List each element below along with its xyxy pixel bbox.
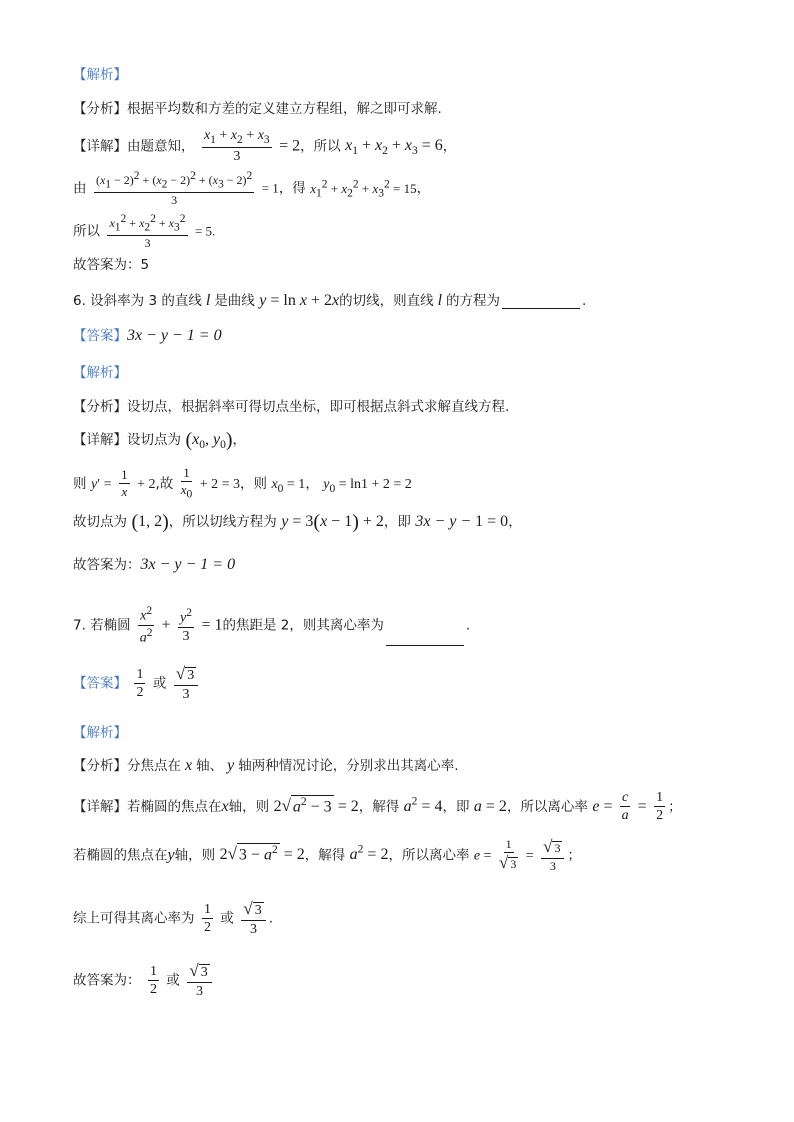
q6-answer-line: 故答案为：3x − y − 1 = 0 xyxy=(73,556,236,573)
q7-answer-line: 故答案为： $\frac{1}{2}$ 或 $\frac{√ 3}{3}$ xyxy=(73,962,215,999)
q6-answer-blank xyxy=(502,294,580,309)
q5-variance-line: 由 $\frac{(x_1 - 2)^2 + (x_2 - 2)^2 + (x_3 - 2)^2}{3}$ = 1，得 $x_1^2 + x_2^2 + x_3^2 = 15$， xyxy=(73,170,431,208)
q6-answer: 【答案】3x − y − 1 = 0 xyxy=(73,327,222,344)
q6-xiangjie-line: 【详解】设切点为 ($x_0$, $y_0$)， xyxy=(73,429,247,452)
q7-answer-blank xyxy=(386,631,464,646)
q6-stem: 6. 设斜率为 3 的直线 l 是曲线 y = ln x + 2x的切线，则直线 l 的方程为 . xyxy=(73,292,587,309)
q6-jiexi-tag: 【解析】 xyxy=(73,365,127,381)
q5-jiexi-tag: 【解析】 xyxy=(73,67,127,83)
q5-xiangjie-line: 【详解】由题意知， $\frac{x_1 + x_2 + x_3}{3}$ = 2，所以 $x_1 + x_2 + x_3 = 6$， xyxy=(73,128,457,165)
q6-derivative-line: 则 y′ = $\frac{1}{x}$ + 2,故 $\frac{1}{x_0}$ + 2 = 3，则 $x_0 = 1$， $y_0 = \ln 1 + 2 = 2$ xyxy=(73,465,412,501)
q5-answer-line: 故答案为：5 xyxy=(73,257,150,273)
q7-fenxi-line: 【分析】分焦点在 x 轴、 y 轴两种情况讨论，分别求出其离心率. xyxy=(73,757,459,774)
q7-jiexi-tag: 【解析】 xyxy=(73,725,127,741)
q7-answer: 【答案】 $\frac{1}{2}$ 或 $\frac{√ 3}{3}$ xyxy=(73,665,201,702)
q6-tangent-line: 故切点为 (1, 2)，所以切线方程为 y = 3(x − 1) + 2，即 3x − y − 1 = 0， xyxy=(73,511,522,533)
q5-result-line: 所以 $\frac{x_1^2 + x_2^2 + x_3^2}{3}$ = 5. xyxy=(73,213,216,251)
q6-fenxi-line: 【分析】设切点，根据斜率可得切点坐标，即可根据点斜式求解直线方程. xyxy=(73,399,510,415)
q7-case1-line: 【详解】若椭圆的焦点在x轴，则 2√ $a^2 - 3 = 2$，解得 $a^2 = 4$，即 a = 2，所以离心率 e = $\frac{c}{a}$ = $\frac{1}{2}$ ； xyxy=(73,790,682,824)
q7-case2-line: 若椭圆的焦点在y轴，则 2√ $3 - a^2 = 2$，解得 $a^2 = 2$，所以离心率 e = $\frac{1}{√ 3}$ = $\frac{√ 3}{3}$ ； xyxy=(73,837,581,873)
q7-stem: 7. 若椭圆 $\frac{x^2}{a^2}$ + $\frac{y^2}{3}$ = 1的焦距是 2，则其离心率为 . xyxy=(73,605,471,646)
q7-summary-line: 综上可得其离心率为 $\frac{1}{2}$ 或 $\frac{√ 3}{3}$ . xyxy=(73,899,273,938)
q5-fenxi-line: 【分析】根据平均数和方差的定义建立方程组，解之即可求解. xyxy=(73,101,442,117)
